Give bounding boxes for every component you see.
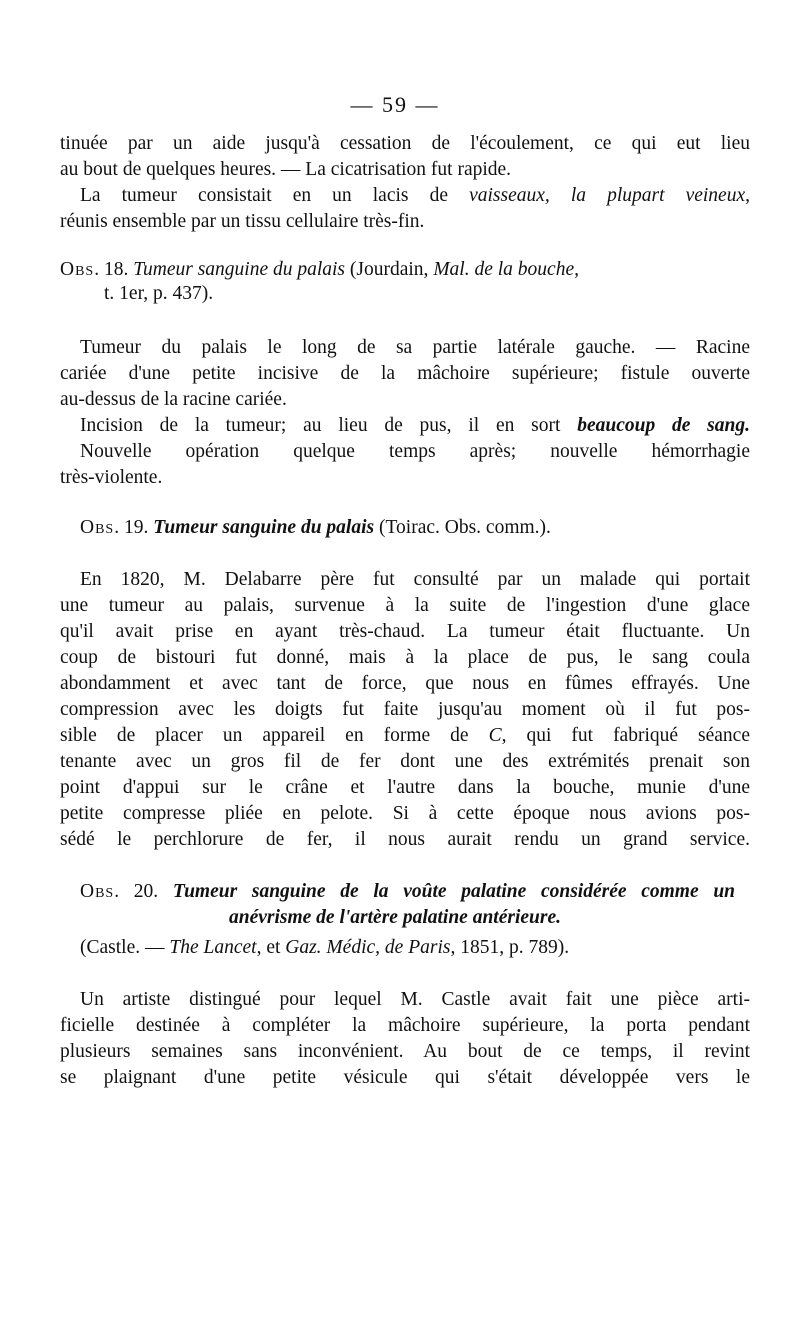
text-line: Incision de la tumeur; au lieu de pus, il en sort beaucoup de sang. <box>80 415 750 436</box>
text-line: Tumeur du palais le long de sa partie latérale gauche. — Racine <box>80 337 750 358</box>
text-line: abondamment et avec tant de force, que nous en fûmes effrayés. Une <box>60 673 750 694</box>
text-line: coup de bistouri fut donné, mais à la place de pus, le sang coula <box>60 647 750 668</box>
text-line: sédé le perchlorure de fer, il nous aurait rendu un grand service. <box>60 829 750 850</box>
text-line: au-dessus de la racine cariée. <box>60 389 287 410</box>
text-line: au bout de quelques heures. — La cicatrisation fut rapide. <box>60 159 512 180</box>
text-line: cariée d'une petite incisive de la mâchoire supérieure; fistule ouverte <box>60 363 750 384</box>
text-line: plusieurs semaines sans inconvénient. Au bout de ce temps, il revint <box>60 1041 750 1062</box>
text-line: Un artiste distingué pour lequel M. Castle avait fait une pièce arti- <box>80 989 750 1010</box>
text-line: une tumeur au palais, survenue à la suite de l'ingestion d'une glace <box>60 595 750 616</box>
text-line: ficielle destinée à compléter la mâchoire supérieure, la porta pendant <box>60 1015 750 1036</box>
observation-heading-cont: anévrisme de l'artère palatine antérieure. <box>228 907 561 928</box>
text-line: La tumeur consistait en un lacis de vaisseaux, la plupart veineux, <box>80 185 750 206</box>
observation-heading: Obs. 19. Tumeur sanguine du palais (Toirac. Obs. comm.). <box>80 517 551 538</box>
text-line: réunis ensemble par un tissu cellulaire très-fin. <box>60 211 425 232</box>
text-line: En 1820, M. Delabarre père fut consulté par un malade qui portait <box>80 569 750 590</box>
text-line: point d'appui sur le crâne et l'autre dans la bouche, munie d'une <box>60 777 750 798</box>
observation-heading: Obs. 20. Tumeur sanguine de la voûte palatine considérée comme un <box>80 881 736 902</box>
text-line: tinuée par un aide jusqu'à cessation de l'écoulement, ce qui eut lieu <box>60 133 750 154</box>
text-line: petite compresse pliée en pelote. Si à cette époque nous avions pos- <box>60 803 750 824</box>
text-line: sible de placer un appareil en forme de C, qui fut fabriqué séance <box>60 725 750 746</box>
text-line: t. 1er, p. 437). <box>104 283 214 304</box>
observation-heading: Obs. 18. Tumeur sanguine du palais (Jourdain, Mal. de la bouche, <box>60 259 579 280</box>
citation-line: (Castle. — The Lancet, et Gaz. Médic, de Paris, 1851, p. 789). <box>80 937 570 958</box>
text-line: Nouvelle opération quelque temps après; nouvelle hémorrhagie <box>80 441 750 462</box>
text-line: qu'il avait prise en ayant très-chaud. La tumeur était fluctuante. Un <box>60 621 750 642</box>
page-number: — 59 — <box>350 92 440 117</box>
text-line: très-violente. <box>60 467 163 488</box>
text-line: compression avec les doigts fut faite jusqu'au moment où il fut pos- <box>60 699 750 720</box>
text-line: tenante avec un gros fil de fer dont une des extrémités prenait son <box>60 751 750 772</box>
text-line: se plaignant d'une petite vésicule qui s'était développée vers le <box>60 1067 750 1088</box>
